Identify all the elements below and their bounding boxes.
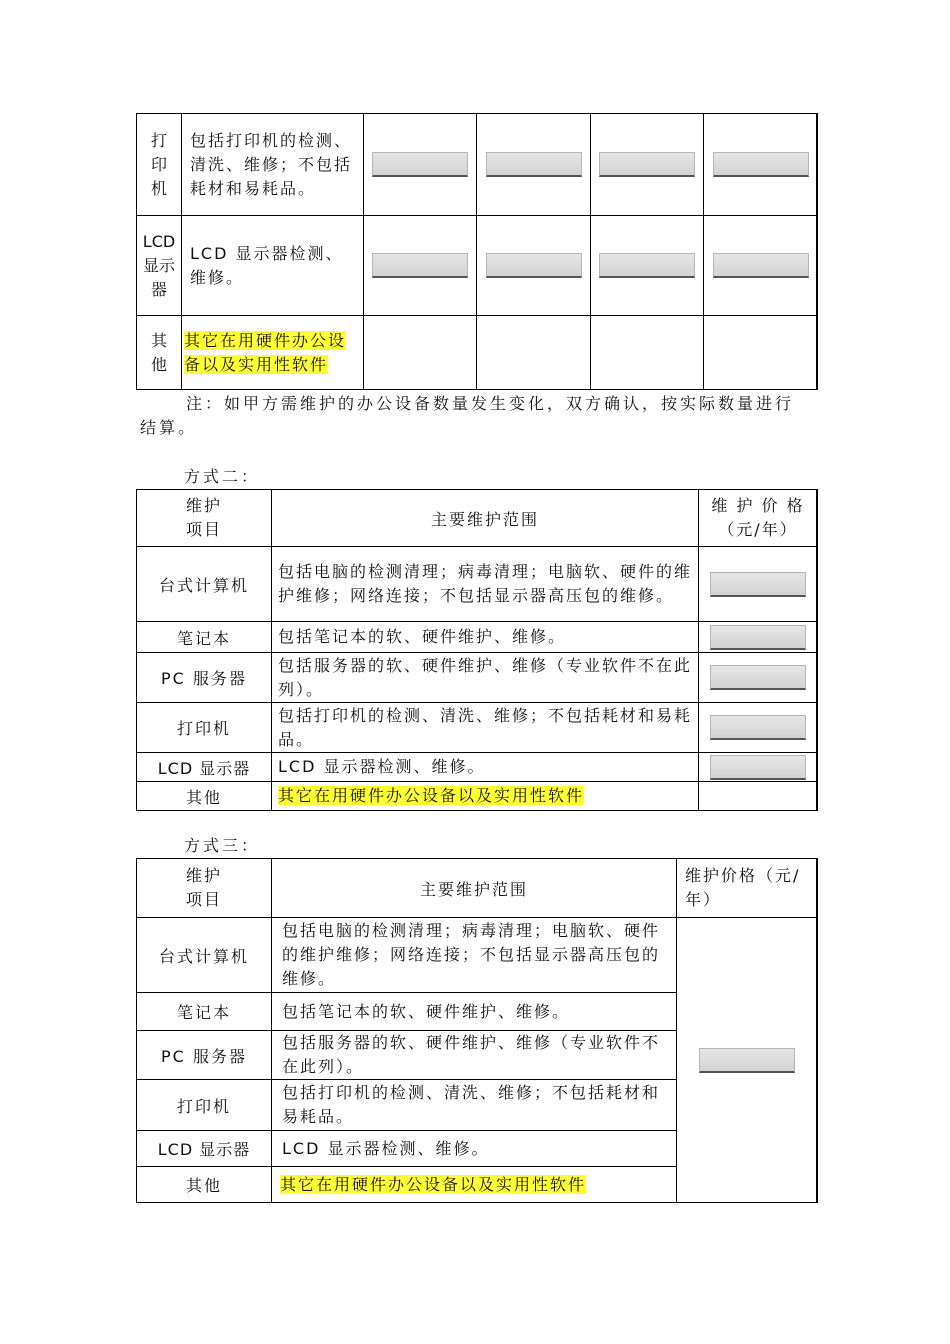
- note-line-1: 注：如甲方需维护的办公设备数量发生变化，双方确认，按实际数量进行: [186, 394, 795, 413]
- item-cell: 打印机: [137, 1080, 272, 1131]
- table-row: [137, 216, 818, 316]
- price-input[interactable]: [699, 1048, 795, 1073]
- price-input[interactable]: [710, 665, 806, 690]
- price-input[interactable]: [710, 755, 806, 780]
- highlighted-text: 其它在用硬件办公设备以及实用性软件: [184, 330, 347, 374]
- table-header-row: [137, 490, 818, 547]
- item-cell: LCD 显示器: [137, 753, 272, 782]
- price-input[interactable]: [486, 152, 582, 177]
- header-item: 维护 项目: [137, 490, 272, 547]
- note-line-2: 结算。: [140, 418, 198, 437]
- header-price: 维护价格（元/年）: [677, 859, 818, 918]
- header-scope: 主要维护范围: [272, 490, 699, 547]
- method-3-heading: 方式三：: [184, 836, 261, 855]
- method-2-heading: 方式二：: [184, 467, 261, 486]
- scope-cell: 包括笔记本的软、硬件维护、维修。: [272, 993, 677, 1031]
- table-method-2: [136, 489, 818, 811]
- table-3-right-border: [816, 858, 818, 1202]
- price-cell: [591, 316, 704, 390]
- scope-cell: [272, 1167, 677, 1203]
- item-cell: 其他: [137, 1167, 272, 1203]
- item-cell: PC 服务器: [137, 1031, 272, 1080]
- scope-cell: 包括电脑的检测清理；病毒清理；电脑软、硬件的维护维修；网络连接；不包括显示器高压包的维修。: [272, 547, 699, 622]
- scope-cell: 包括电脑的检测清理；病毒清理；电脑软、硬件的维护维修；网络连接；不包括显示器高压包的维修。: [272, 918, 677, 993]
- header-scope: 主要维护范围: [272, 859, 677, 918]
- table-row: [137, 918, 818, 993]
- table-method-3: [136, 858, 818, 1203]
- header-price: 维 护 价 格 （元/年）: [699, 490, 818, 547]
- scope-cell: 包括服务器的软、硬件维护、维修（专业软件不在此列）。: [272, 1031, 677, 1080]
- item-cell: LCD显示器: [137, 216, 182, 316]
- highlighted-text: 其它在用硬件办公设备以及实用性软件: [280, 1174, 587, 1194]
- scope-cell: LCD 显示器检测、维修。: [272, 1131, 677, 1167]
- price-input[interactable]: [713, 253, 809, 278]
- price-cell: [699, 782, 818, 811]
- price-input[interactable]: [710, 625, 806, 650]
- price-cell: [699, 703, 818, 753]
- scope-cell: 包括打印机的检测、清洗、维修；不包括耗材和易耗品。: [272, 1080, 677, 1131]
- highlighted-text: 其它在用硬件办公设备以及实用性软件: [278, 786, 585, 805]
- table-row: [137, 316, 818, 390]
- price-input[interactable]: [710, 715, 806, 740]
- table-row: [137, 653, 818, 703]
- price-cell: [704, 216, 818, 316]
- scope-cell: [272, 782, 699, 811]
- item-cell: LCD 显示器: [137, 1131, 272, 1167]
- table-row: [137, 114, 818, 216]
- item-cell: PC 服务器: [137, 653, 272, 703]
- table-row: [137, 547, 818, 622]
- price-cell: [591, 114, 704, 216]
- scope-cell: 包括打印机的检测、清洗、维修；不包括耗材和易耗品。: [272, 703, 699, 753]
- scope-cell: 包括笔记本的软、硬件维护、维修。: [272, 622, 699, 653]
- price-cell: [704, 114, 818, 216]
- item-cell: 打印机: [137, 703, 272, 753]
- item-cell: 打印机: [137, 114, 182, 216]
- price-cell: [699, 653, 818, 703]
- table-row: [137, 782, 818, 811]
- price-input[interactable]: [372, 152, 468, 177]
- price-input[interactable]: [486, 253, 582, 278]
- price-input[interactable]: [599, 253, 695, 278]
- price-input[interactable]: [372, 253, 468, 278]
- table-header-row: [137, 859, 818, 918]
- price-cell: [704, 316, 818, 390]
- price-cell: [364, 216, 477, 316]
- price-cell: [699, 622, 818, 653]
- price-cell: [477, 316, 591, 390]
- header-item: 维护 项目: [137, 859, 272, 918]
- table-row: [137, 753, 818, 782]
- scope-cell: [182, 316, 364, 390]
- table-1-right-border: [816, 113, 818, 390]
- scope-cell: LCD 显示器检测、维修。: [272, 753, 699, 782]
- item-cell: 笔记本: [137, 993, 272, 1031]
- price-cell: [364, 114, 477, 216]
- price-input[interactable]: [599, 152, 695, 177]
- table-row: [137, 703, 818, 753]
- table-1: [136, 113, 818, 390]
- price-input[interactable]: [710, 572, 806, 597]
- scope-cell: LCD 显示器检测、维修。: [182, 216, 364, 316]
- table-row: [137, 622, 818, 653]
- price-cell: [477, 114, 591, 216]
- item-cell: 其他: [137, 316, 182, 390]
- scope-cell: 包括服务器的软、硬件维护、维修（专业软件不在此列）。: [272, 653, 699, 703]
- scope-cell: 包括打印机的检测、清洗、维修；不包括耗材和易耗品。: [182, 114, 364, 216]
- item-cell: 笔记本: [137, 622, 272, 653]
- price-cell: [699, 547, 818, 622]
- price-cell: [477, 216, 591, 316]
- item-cell: 台式计算机: [137, 918, 272, 993]
- price-input[interactable]: [713, 152, 809, 177]
- table-2-right-border: [816, 489, 818, 810]
- price-cell-merged: [677, 918, 818, 1203]
- item-cell: 其他: [137, 782, 272, 811]
- price-cell: [699, 753, 818, 782]
- item-cell: 台式计算机: [137, 547, 272, 622]
- price-cell: [591, 216, 704, 316]
- price-cell: [364, 316, 477, 390]
